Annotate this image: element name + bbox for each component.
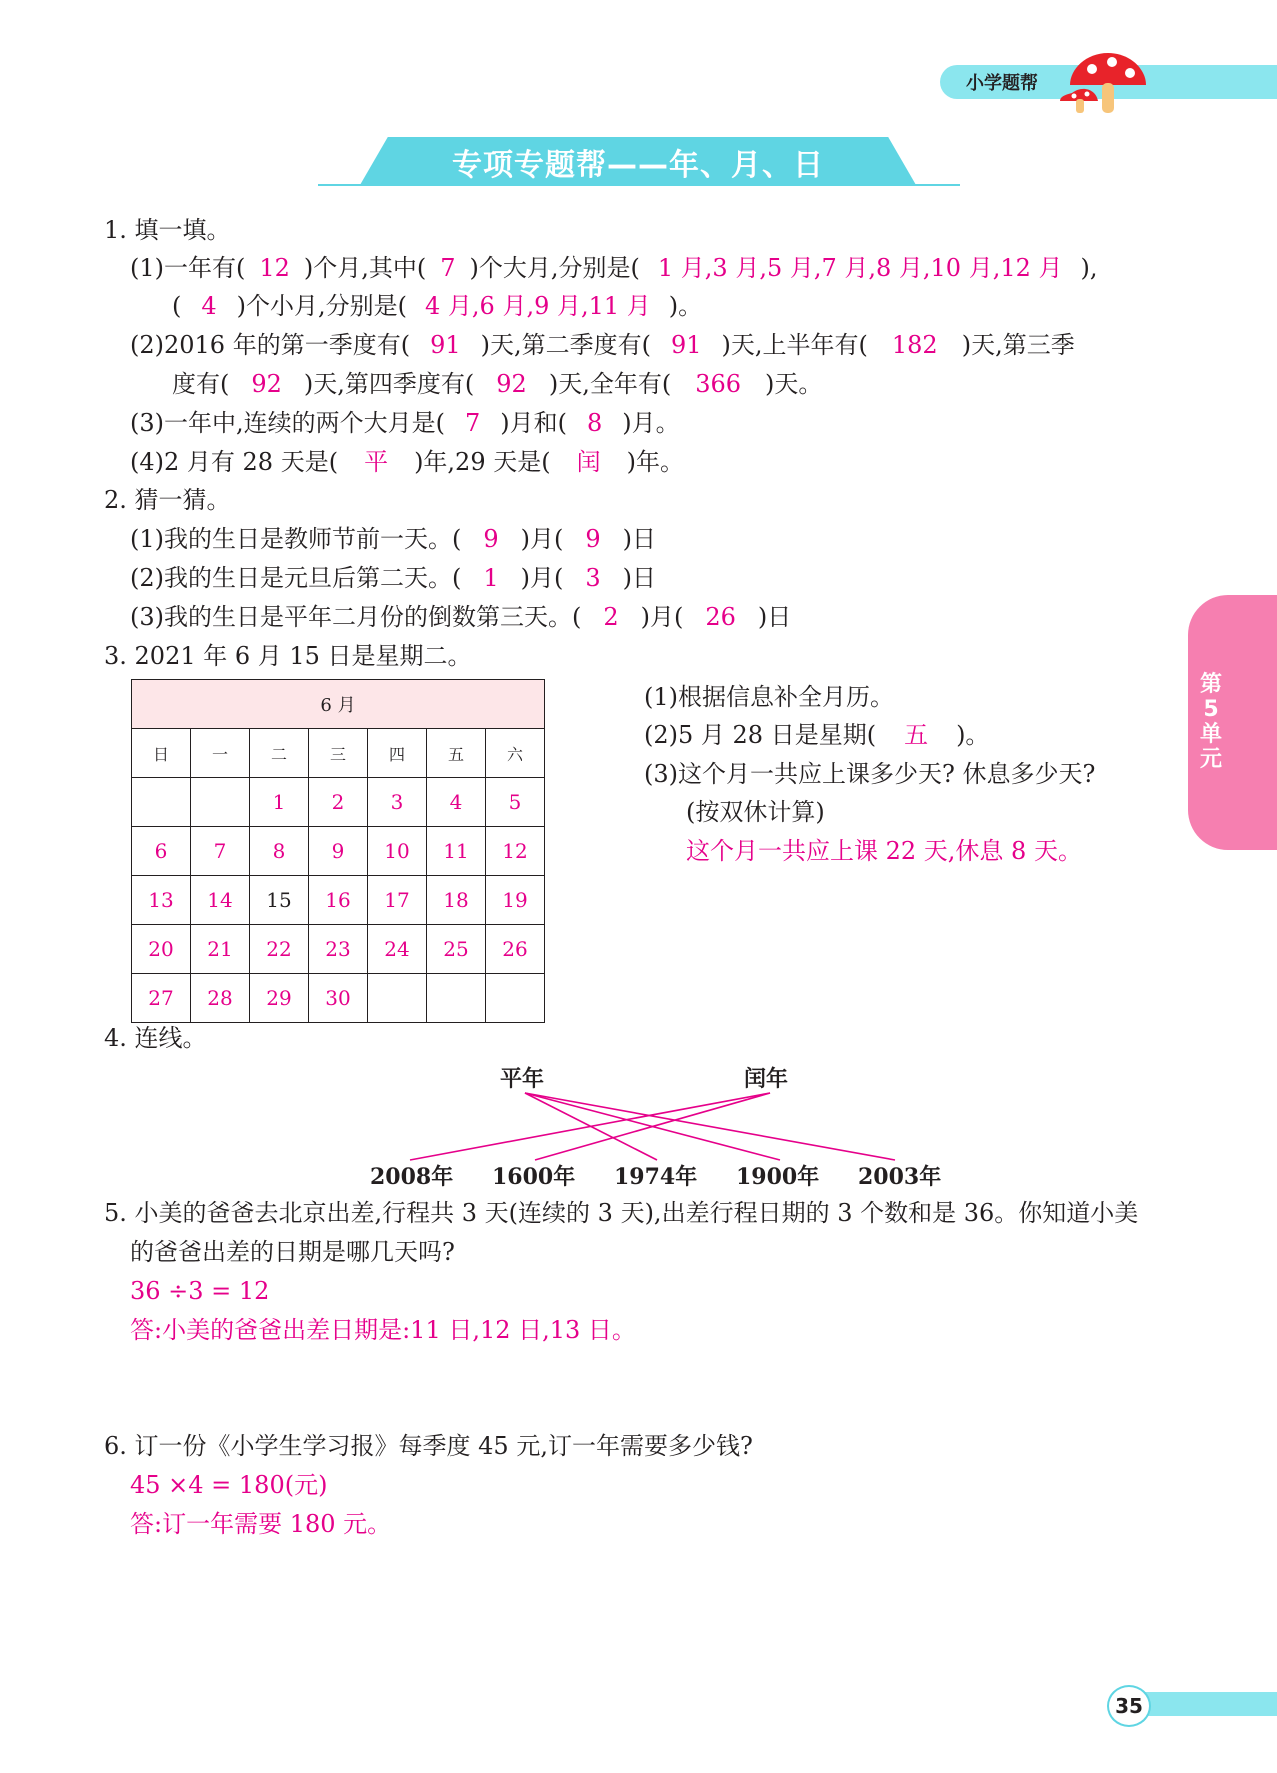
calendar-day-cell: 12 <box>486 827 545 876</box>
answer: 平 <box>364 448 389 476</box>
match-line <box>525 1093 895 1160</box>
answer: 9 <box>585 525 601 553</box>
text: (2)5 月 28 日是星期( <box>644 721 877 749</box>
side-tab-char-1: 第 <box>1199 672 1222 697</box>
year-2008: 2008年 <box>370 1164 454 1190</box>
answer: 闰 <box>576 448 601 476</box>
q3-sub3-note: (按双休计算) <box>686 798 825 826</box>
weekday-cell: 一 <box>191 729 250 778</box>
answer: 91 <box>430 331 461 359</box>
text: )天,第二季度有( <box>480 331 651 359</box>
calendar-day-cell: 19 <box>486 876 545 925</box>
q5-line2: 的爸爸出差的日期是哪几天吗? <box>130 1238 455 1266</box>
calendar-day-cell: 22 <box>250 925 309 974</box>
text: (1)一年有( <box>130 254 246 282</box>
page-number: 35 <box>1107 1685 1151 1727</box>
weekday-cell: 三 <box>309 729 368 778</box>
text: (1)我的生日是教师节前一天。( <box>130 525 462 553</box>
answer: 4 月,6 月,9 月,11 月 <box>425 292 651 320</box>
text: 度有( <box>172 370 230 398</box>
label-leap-year: 闰年 <box>744 1066 789 1092</box>
calendar-day-cell: 13 <box>132 876 191 925</box>
text: (4)2 月有 28 天是( <box>130 448 339 476</box>
text: )年,29 天是( <box>414 448 551 476</box>
text: )年。 <box>626 448 684 476</box>
answer: 五 <box>904 721 929 749</box>
answer: 1 月,3 月,5 月,7 月,8 月,10 月,12 月 <box>657 254 1063 282</box>
text: ), <box>1080 254 1098 282</box>
side-tab-char-3: 单 <box>1199 722 1222 747</box>
q5-answer: 答:小美的爸爸出差日期是:11 日,12 日,13 日。 <box>130 1316 636 1344</box>
text: )天,第四季度有( <box>303 370 475 398</box>
text: )个大月,分别是( <box>469 254 640 282</box>
text: )天,全年有( <box>548 370 672 398</box>
q5-calc: 36 ÷3 = 12 <box>130 1277 270 1305</box>
calendar-day-cell: 29 <box>250 974 309 1023</box>
calendar-day-cell: 28 <box>191 974 250 1023</box>
text: )天,第三季 <box>961 331 1075 359</box>
q3-sub1: (1)根据信息补全月历。 <box>644 683 894 711</box>
calendar-day-cell: 4 <box>427 778 486 827</box>
answer: 92 <box>251 370 282 398</box>
text: (3)我的生日是平年二月份的倒数第三天。( <box>130 603 582 631</box>
answer: 92 <box>496 370 527 398</box>
text: )天,上半年有( <box>721 331 868 359</box>
text: )日 <box>622 564 657 592</box>
calendar-day-cell: 6 <box>132 827 191 876</box>
calendar-day-cell: 15 <box>250 876 309 925</box>
text: )日 <box>622 525 657 553</box>
calendar-day-cell: 2 <box>309 778 368 827</box>
calendar-day-cell: 27 <box>132 974 191 1023</box>
text: )日 <box>757 603 792 631</box>
text: )天。 <box>765 370 823 398</box>
text: )月。 <box>622 409 680 437</box>
answer: 1 <box>483 564 499 592</box>
weekday-cell: 五 <box>427 729 486 778</box>
calendar-day-cell: 14 <box>191 876 250 925</box>
text: (3)一年中,连续的两个大月是( <box>130 409 445 437</box>
answer: 9 <box>483 525 499 553</box>
weekday-cell: 二 <box>250 729 309 778</box>
calendar-day-cell: 7 <box>191 827 250 876</box>
answer: 366 <box>695 370 741 398</box>
answer: 91 <box>670 331 702 359</box>
year-1600: 1600年 <box>492 1164 576 1190</box>
calendar-day-cell: 23 <box>309 925 368 974</box>
text: )月( <box>520 564 564 592</box>
q6-line1: 6. 订一份《小学生学习报》每季度 45 元,订一年需要多少钱? <box>104 1432 753 1460</box>
answer: 4 <box>201 292 217 320</box>
text: )。 <box>668 292 703 320</box>
text: ( <box>172 292 182 320</box>
text: (2)2016 年的第一季度有( <box>130 331 411 359</box>
answer: 12 <box>259 254 290 282</box>
side-tab-char-4: 元 <box>1199 747 1222 772</box>
calendar-day-cell: 16 <box>309 876 368 925</box>
text: )个小月,分别是( <box>236 292 408 320</box>
calendar-day-cell: 8 <box>250 827 309 876</box>
q1-title: 1. 填一填。 <box>104 216 231 244</box>
q3-title: 3. 2021 年 6 月 15 日是星期二。 <box>104 642 472 670</box>
answer: 7 <box>440 254 456 282</box>
year-2003: 2003年 <box>858 1164 942 1190</box>
q3-sub3-answer: 这个月一共应上课 22 天,休息 8 天。 <box>686 837 1082 865</box>
page-title: 专项专题帮——年、月、日 <box>452 148 824 183</box>
calendar-day-cell: 3 <box>368 778 427 827</box>
calendar-day-cell: 24 <box>368 925 427 974</box>
calendar-day-cell: 30 <box>309 974 368 1023</box>
calendar-day-cell: 11 <box>427 827 486 876</box>
calendar-month: 6 月 <box>132 680 545 729</box>
q5-line1: 5. 小美的爸爸去北京出差,行程共 3 天(连续的 3 天),出差行程日期的 3 个数和是 36。你知道小美 <box>104 1199 1139 1227</box>
text: )。 <box>956 721 990 749</box>
answer: 2 <box>603 603 619 631</box>
answer: 3 <box>585 564 601 592</box>
calendar-day-cell: 18 <box>427 876 486 925</box>
calendar-day-cell: 17 <box>368 876 427 925</box>
answer: 8 <box>587 409 603 437</box>
match-line <box>410 1093 770 1160</box>
calendar-day-cell: 20 <box>132 925 191 974</box>
q3-sub3: (3)这个月一共应上课多少天? 休息多少天? <box>644 760 1096 788</box>
side-tab-char-2: 5 <box>1203 697 1219 722</box>
brand-text: 小学题帮 <box>966 73 1038 94</box>
year-1900: 1900年 <box>736 1164 820 1190</box>
text: )月和( <box>500 409 568 437</box>
year-1974: 1974年 <box>614 1164 698 1190</box>
match-line <box>535 1093 770 1160</box>
answer: 26 <box>705 603 736 631</box>
calendar-day-cell: 9 <box>309 827 368 876</box>
q6-answer: 答:订一年需要 180 元。 <box>130 1510 392 1538</box>
weekday-cell: 六 <box>486 729 545 778</box>
calendar-day-cell: 10 <box>368 827 427 876</box>
weekday-cell: 日 <box>132 729 191 778</box>
q4-title: 4. 连线。 <box>104 1024 207 1052</box>
calendar-day-cell: 25 <box>427 925 486 974</box>
text: )月( <box>640 603 684 631</box>
q6-calc: 45 ×4 = 180(元) <box>130 1471 328 1499</box>
answer: 182 <box>891 331 938 359</box>
calendar-day-cell: 26 <box>486 925 545 974</box>
calendar-day-cell: 21 <box>191 925 250 974</box>
text: )月( <box>520 525 564 553</box>
q2-title: 2. 猜一猜。 <box>104 486 231 514</box>
text: )个月,其中( <box>303 254 427 282</box>
calendar-day-cell: 5 <box>486 778 545 827</box>
weekday-cell: 四 <box>368 729 427 778</box>
label-common-year: 平年 <box>500 1066 545 1092</box>
answer: 7 <box>465 409 481 437</box>
calendar-day-cell: 1 <box>250 778 309 827</box>
text: (2)我的生日是元旦后第二天。( <box>130 564 462 592</box>
